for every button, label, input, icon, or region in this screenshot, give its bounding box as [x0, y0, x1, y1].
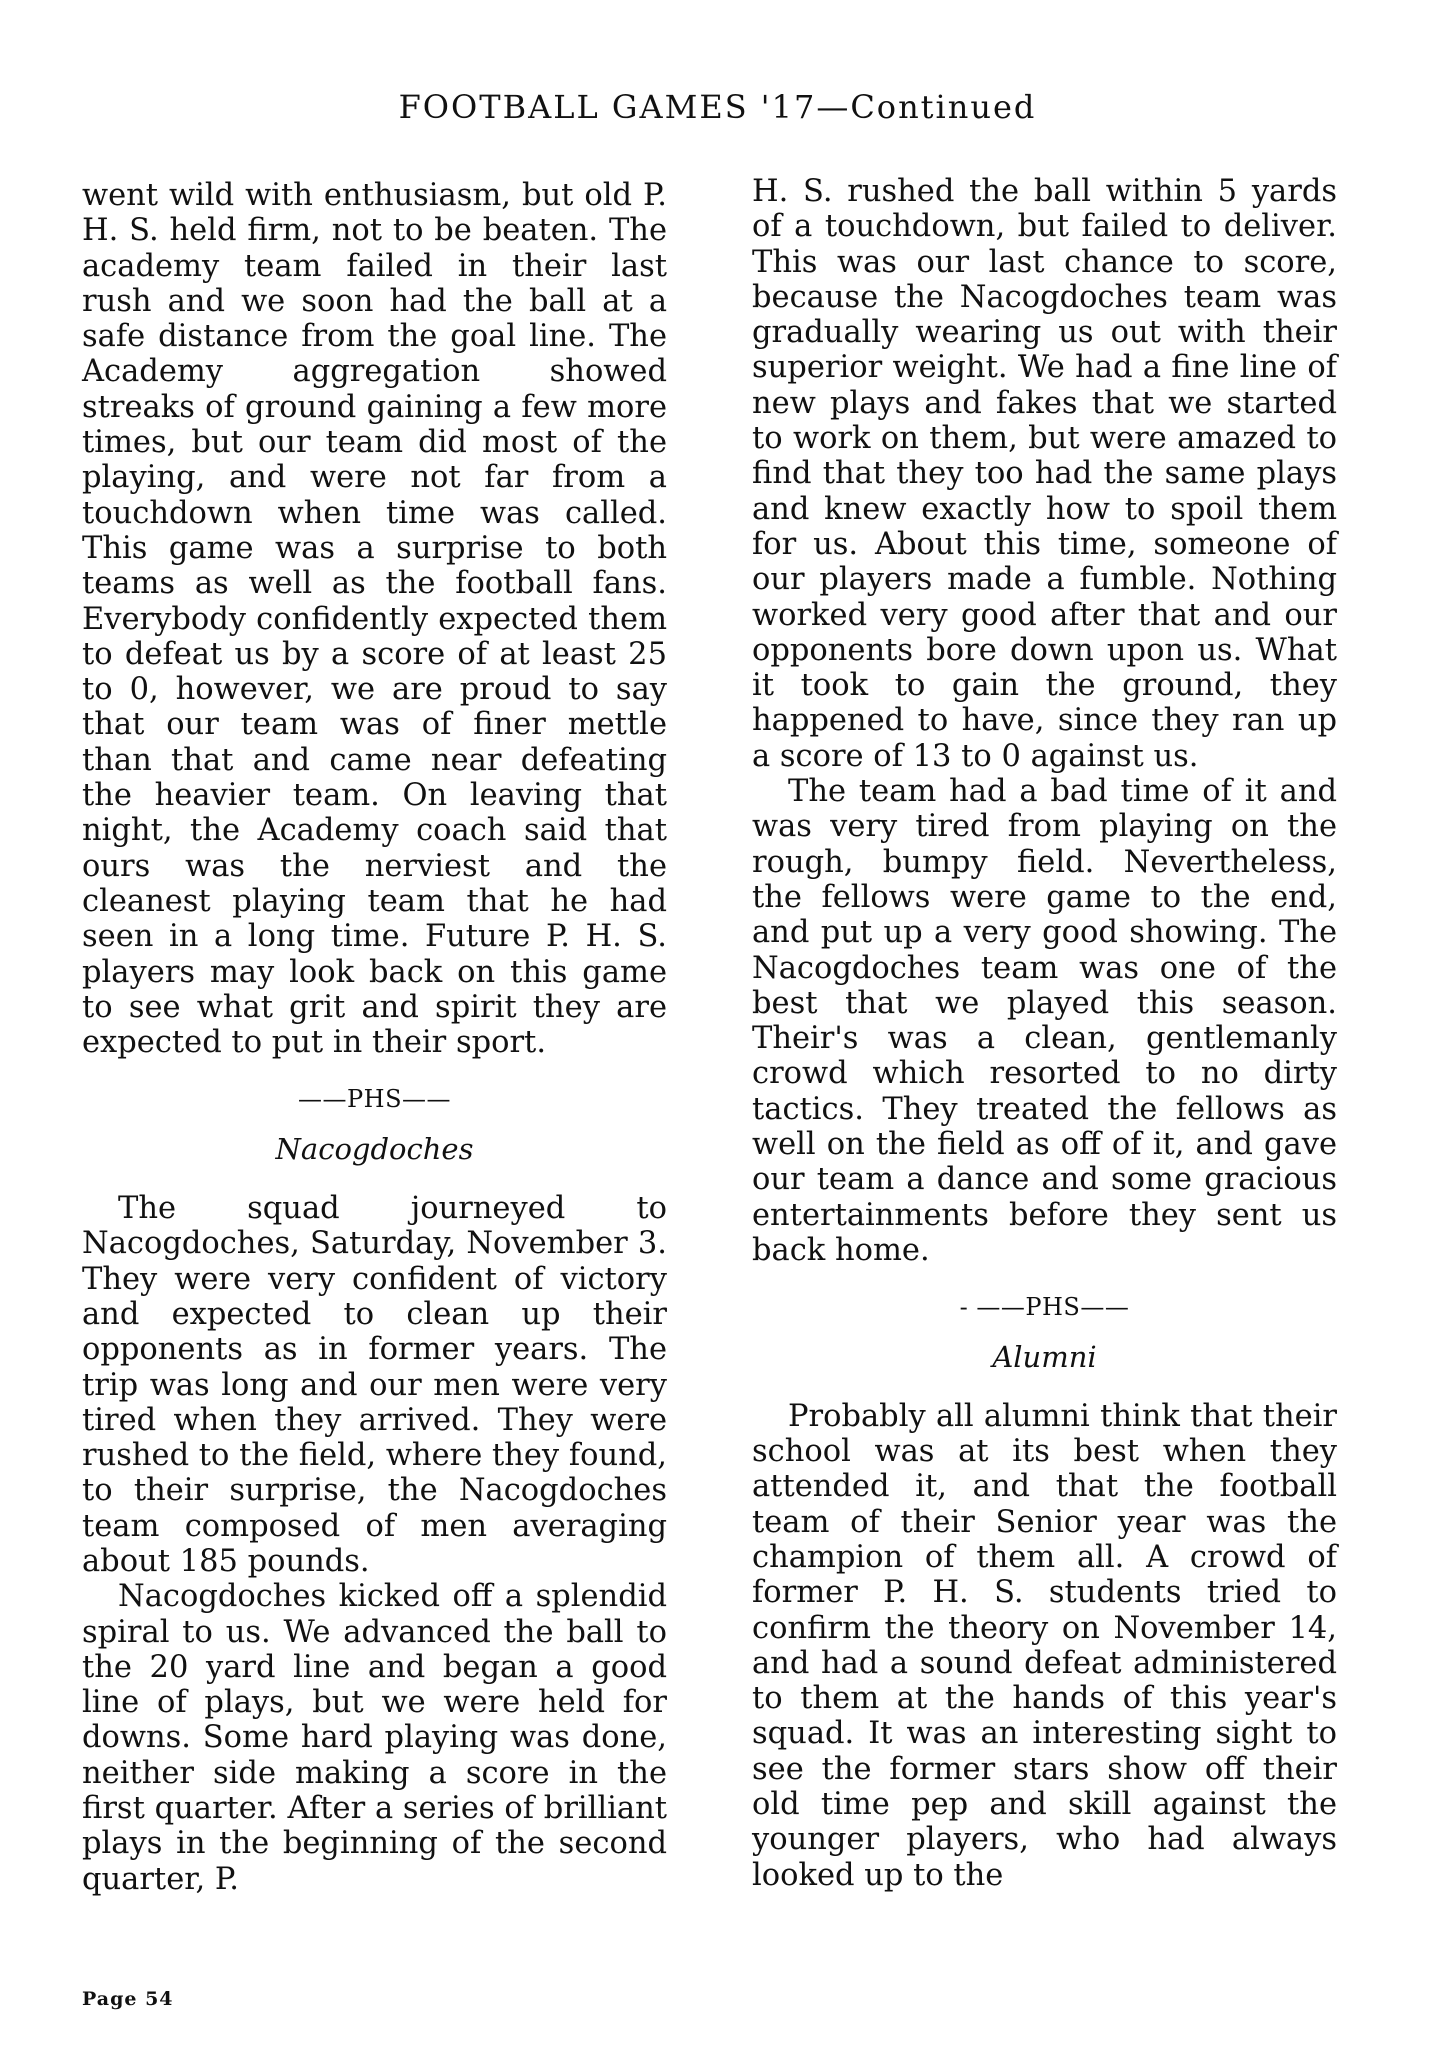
right-paragraph-2: The team had a bad time of it and was very tired from playing on the rough, bumpy field. Nevertheless, the fellows were game to the end, and put up a very good showing. The Nacogdoches team was one of the best that we played this season. Their's was a clean, gentlemanly crowd which resorted to no dirty tactics. They treated the fellows as well on the field as off of it, and gave our team a dance and some gracious entertainments before they sent us back home. — [752, 774, 1337, 1268]
right-paragraph-3: Probably all alumni think that their school was at its best when they attended it, and that the football team of their Senior year was the champion of them all. A crowd of former P. H. S. students tried to confirm the theory on November 14, and had a sound defeat administered to them at the hands of this year's squad. It was an interesting sight to see the former stars show off their old time pep and skill against the younger players, who had always looked up to the — [752, 1398, 1337, 1893]
page-title: FOOTBALL GAMES '17—Continued — [398, 88, 1037, 126]
section-separator: - ——PHS—— — [959, 1293, 1130, 1322]
right-paragraph-1: H. S. rushed the ball within 5 yards of a touchdown, but failed to deliver. This was our last chance to score, because the Nacogdoches team was gradually wearing us out with their superior weight. We had a fine line of new plays and fakes that we started to work on them, but were amazed to find that they too had the same plays and knew exactly how to spoil them for us. About this time, someone of our players made a fumble. Nothing worked very good after that and our opponents bore down upon us. What it took to gain the ground, they happened to have, since they ran up a score of 13 to 0 against us. — [752, 174, 1337, 774]
left-paragraph-2: The squad journeyed to Nacogdoches, Saturday, November 3. They were very confident of victory and expected to clean up their opponents as in former years. The trip was long and our men were very tired when they arrived. They were rushed to the field, where they found, to their surprise, the Nacogdoches team composed of men averaging about 185 pounds. — [82, 1191, 667, 1579]
right-column — [752, 174, 1337, 1893]
section-heading-nacogdoches: Nacogdoches — [275, 1131, 474, 1166]
left-paragraph-1: went wild with enthusiasm, but old P. H. S. held firm, not to be beaten. The academy team failed in their last rush and we soon had the ball at a safe distance from the goal line. The Academy aggregation showed streaks of ground gaining a few more times, but our team did most of the playing, and were not far from a touchdown when time was called. This game was a surprise to both teams as well as the football fans. Everybody confidently expected them to defeat us by a score of at least 25 to 0, however, we are proud to say that our team was of finer mettle than that and came near defeating the heavier team. On leaving that night, the Academy coach said that ours was the nerviest and the cleanest playing team that he had seen in a long time. Future P. H. S. players may look back on this game to see what grit and spirit they are expected to put in their sport. — [82, 178, 667, 1061]
left-column — [82, 178, 667, 1897]
page-number: Page 54 — [82, 1988, 174, 2010]
section-separator: ——PHS—— — [297, 1085, 452, 1114]
left-paragraph-3: Nacogdoches kicked off a splendid spiral to us. We advanced the ball to the 20 yard line and began a good line of plays, but we were held for downs. Some hard playing was done, neither side making a score in the first quarter. After a series of brilliant plays in the beginning of the second quarter, P. — [82, 1579, 667, 1897]
section-heading-alumni: Alumni — [992, 1339, 1097, 1374]
